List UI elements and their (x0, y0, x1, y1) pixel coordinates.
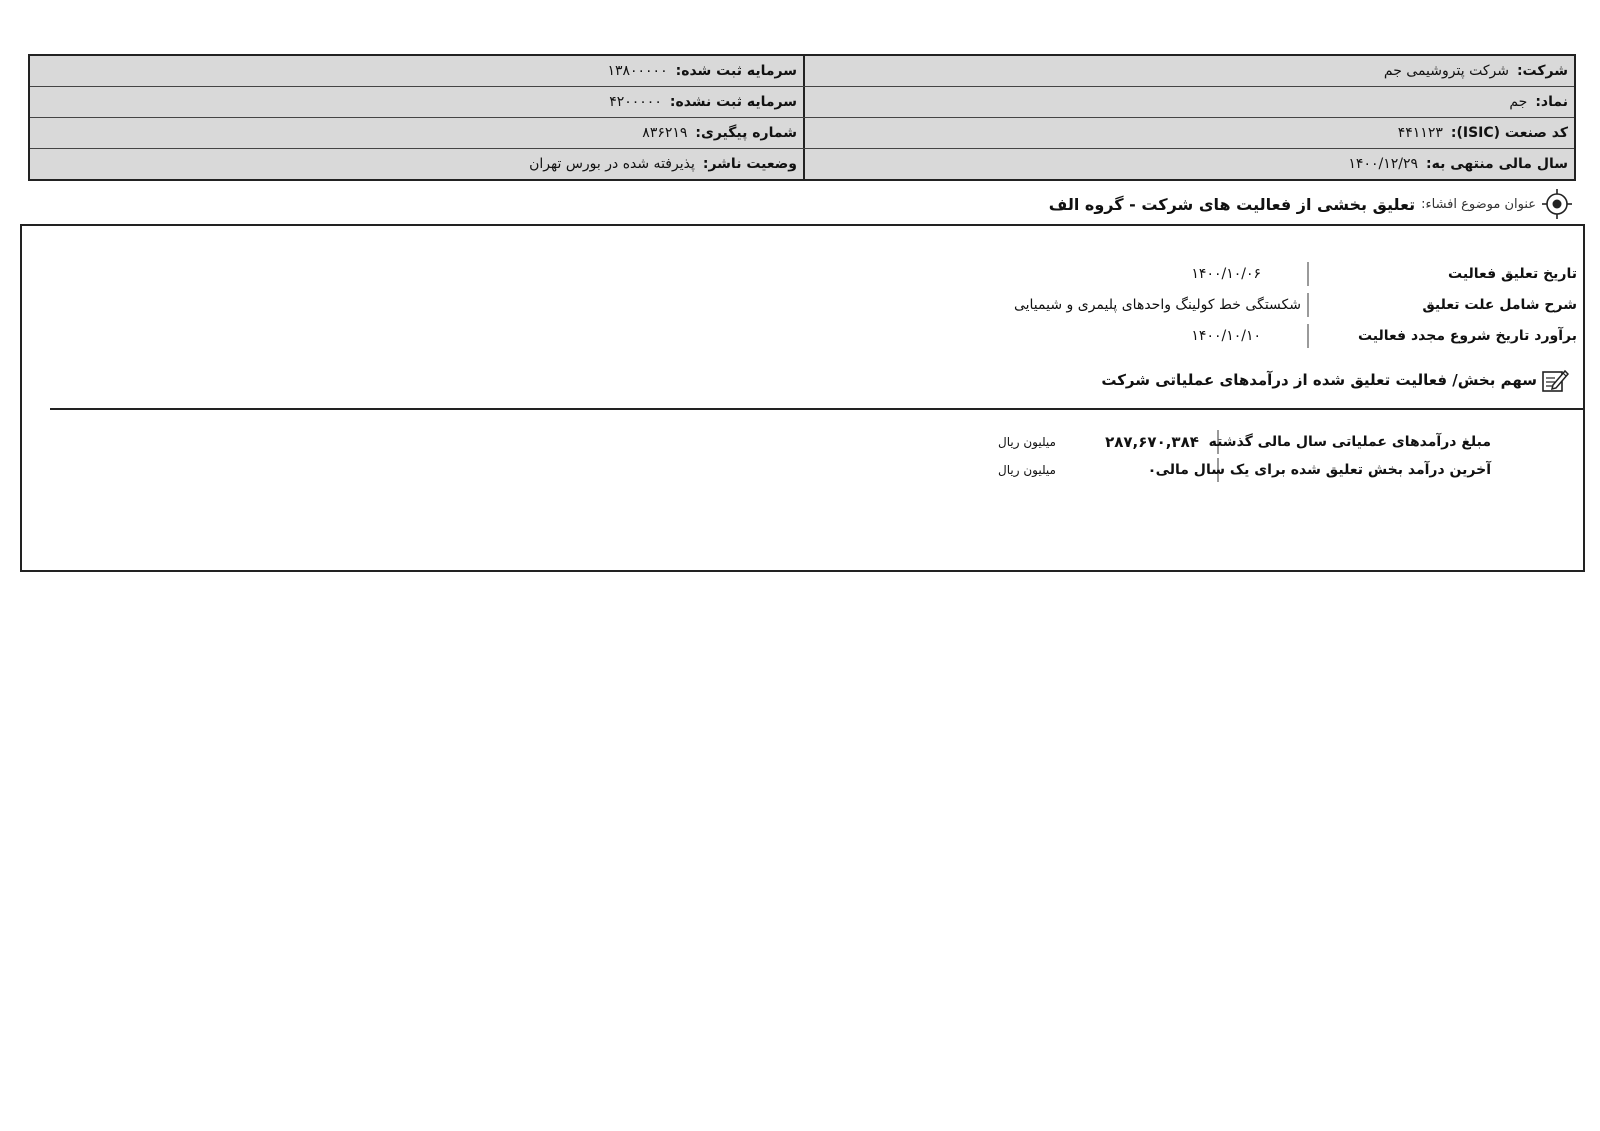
revenue-share-title: سهم بخش/ فعالیت تعلیق شده از درآمدهای عملیاتی شرکت (1101, 371, 1537, 389)
disclosure-subject (1049, 188, 1572, 220)
revenue-row (967, 457, 1497, 483)
revenue-unit: میلیون ریال (998, 463, 1056, 477)
publisher-status-value: پذیرفته شده در بورس تهران (529, 156, 695, 172)
unregistered-capital-value: ۴۲۰۰۰۰۰ (609, 94, 662, 110)
fiscal-year-label: سال مالی منتهی به: (1426, 156, 1568, 172)
suspension-date-row (1191, 260, 1583, 288)
symbol-value: جم (1509, 94, 1528, 110)
subject-title: تعلیق بخشی از فعالیت های شرکت - گروه الف (1048, 194, 1416, 214)
revenue-label: آخرین درآمد بخش تعلیق شده برای یک سال مالی (1217, 458, 1497, 482)
isic-label: کد صنعت (ISIC): (1450, 125, 1568, 141)
fiscal-year-value: ۱۴۰۰/۱۲/۲۹ (1348, 156, 1418, 172)
revenue-label: مبلغ درآمدهای عملیاتی سال مالی گذشته (1217, 430, 1497, 454)
revenue-value: ۲۸۷,۶۷۰,۳۸۴ (1105, 433, 1199, 451)
tracking-number-value: ۸۳۶۲۱۹ (642, 125, 688, 141)
tracking-number-cell (30, 118, 803, 148)
revenue-share-section-header (1101, 367, 1569, 393)
restart-date-row (1191, 322, 1583, 350)
unregistered-capital-label: سرمایه ثبت نشده: (669, 94, 797, 110)
company-info-table (28, 54, 1576, 181)
revenue-row (967, 429, 1497, 455)
company-info-row (30, 87, 1574, 118)
edit-document-icon (1541, 367, 1569, 393)
suspension-reason-value: شکستگی خط کولینگ واحدهای پلیمری و شیمیایی (1013, 297, 1301, 313)
isic-cell (803, 118, 1574, 148)
details-panel (20, 224, 1585, 572)
suspension-reason-row (1014, 291, 1583, 319)
company-info-row (30, 56, 1574, 87)
suspension-reason-label: شرح شامل علت تعلیق (1307, 293, 1583, 317)
publisher-status-label: وضعیت ناشر: (702, 156, 797, 172)
suspension-date-label: تاریخ تعلیق فعالیت (1307, 262, 1583, 286)
tracking-number-label: شماره پیگیری: (695, 125, 797, 141)
company-label: شرکت: (1516, 63, 1568, 79)
restart-date-label: برآورد تاریخ شروع مجدد فعالیت (1307, 324, 1583, 348)
company-info-row (30, 149, 1574, 179)
symbol-label: نماد: (1535, 94, 1568, 110)
registered-capital-value: ۱۳۸۰۰۰۰۰ (607, 63, 668, 79)
isic-value: ۴۴۱۱۲۳ (1397, 125, 1443, 141)
revenue-unit: میلیون ریال (998, 435, 1056, 449)
company-cell (803, 56, 1574, 86)
target-icon (1542, 189, 1572, 219)
company-value: شرکت پتروشیمی جم (1383, 63, 1509, 79)
fiscal-year-cell (803, 149, 1574, 179)
symbol-cell (803, 87, 1574, 117)
suspension-date-value: ۱۴۰۰/۱۰/۰۶ (1191, 266, 1261, 282)
registered-capital-label: سرمایه ثبت شده: (675, 63, 797, 79)
section-divider (50, 408, 1583, 410)
unregistered-capital-cell (30, 87, 803, 117)
publisher-status-cell (30, 149, 803, 179)
restart-date-value: ۱۴۰۰/۱۰/۱۰ (1191, 328, 1261, 344)
registered-capital-cell (30, 56, 803, 86)
revenue-value: ۰ (1147, 461, 1157, 479)
company-info-row (30, 118, 1574, 149)
subject-prefix: عنوان موضوع افشاء: (1421, 196, 1536, 212)
